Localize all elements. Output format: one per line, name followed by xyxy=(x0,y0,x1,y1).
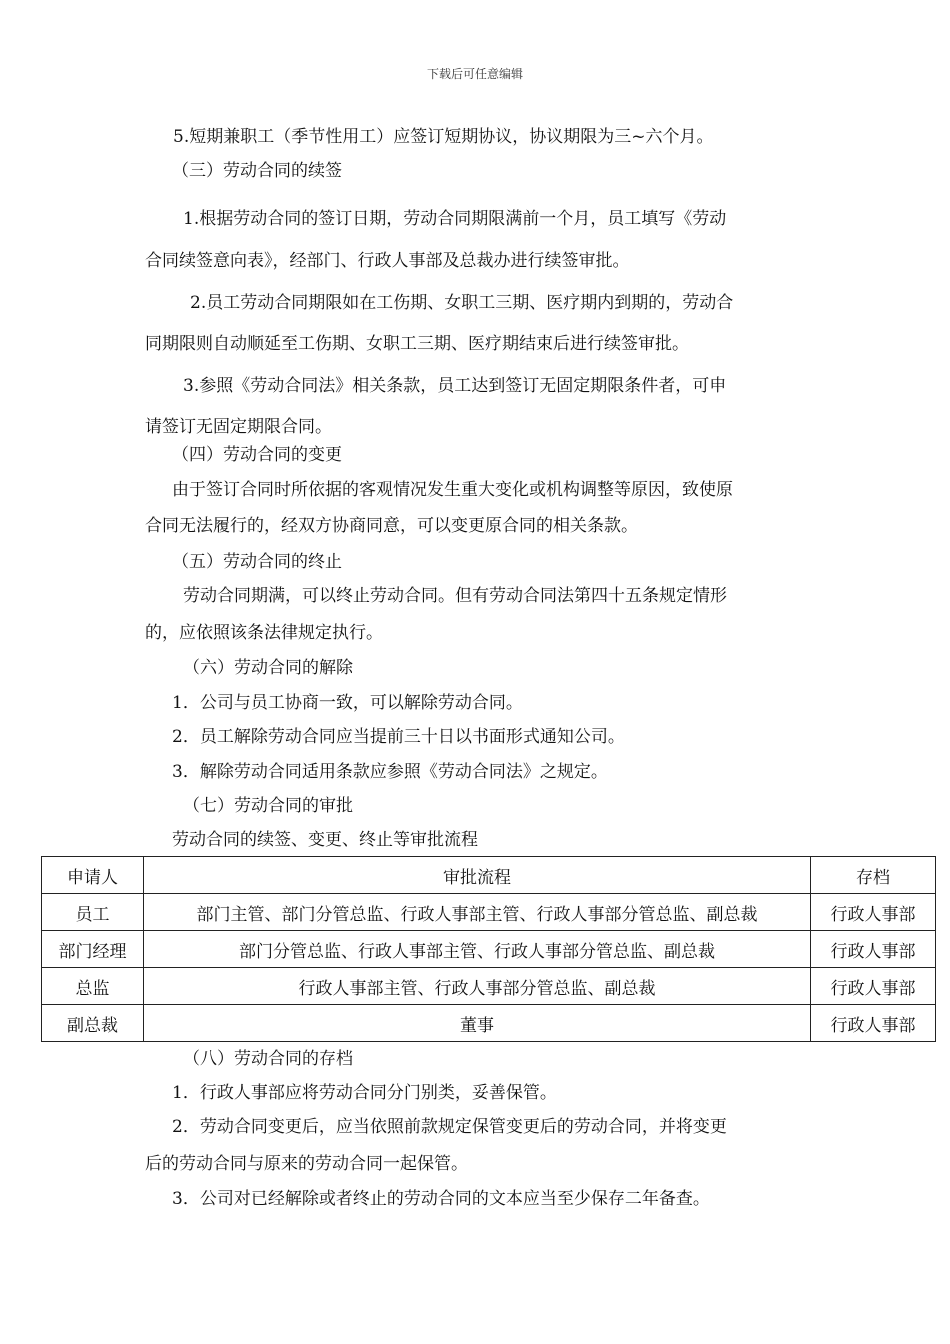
archive-cell: 行政人事部 xyxy=(811,968,936,1005)
section-heading: （五）劳动合同的终止 xyxy=(172,552,342,572)
paragraph-line: 由于签订合同时所依据的客观情况发生重大变化或机构调整等原因，致使原 xyxy=(172,480,733,500)
applicant-cell: 副总裁 xyxy=(42,1005,144,1042)
paragraph-line: 劳动合同期满，可以终止劳动合同。但有劳动合同法第四十五条规定情形 xyxy=(183,586,727,606)
list-item: 3．解除劳动合同适用条款应参照《劳动合同法》之规定。 xyxy=(172,762,608,782)
approval-flow-table xyxy=(41,856,936,1042)
flow-cell: 行政人事部主管、行政人事部分管总监、副总裁 xyxy=(144,968,811,1005)
list-item: 2．员工解除劳动合同应当提前三十日以书面形式通知公司。 xyxy=(172,727,625,747)
flow-cell: 部门分管总监、行政人事部主管、行政人事部分管总监、副总裁 xyxy=(144,931,811,968)
page-header-watermark: 下载后可任意编辑 xyxy=(426,67,523,81)
archive-cell: 行政人事部 xyxy=(811,931,936,968)
flow-cell: 部门主管、部门分管总监、行政人事部主管、行政人事部分管总监、副总裁 xyxy=(144,894,811,931)
paragraph-line: 3.参照《劳动合同法》相关条款，员工达到签订无固定期限条件者，可申 xyxy=(183,376,727,396)
paragraph-line: 2.员工劳动合同期限如在工伤期、女职工三期、医疗期内到期的，劳动合 xyxy=(190,293,734,313)
table-row xyxy=(42,894,936,931)
paragraph-line: 合同续签意向表》，经部门、行政人事部及总裁办进行续签审批。 xyxy=(145,251,630,271)
list-item: 2．劳动合同变更后，应当依照前款规定保管变更后的劳动合同，并将变更 xyxy=(172,1117,727,1137)
paragraph-line: 合同无法履行的，经双方协商同意，可以变更原合同的相关条款。 xyxy=(145,516,638,536)
paragraph-line: 请签订无固定期限合同。 xyxy=(145,417,332,437)
list-item: 1．行政人事部应将劳动合同分门别类，妥善保管。 xyxy=(172,1083,557,1103)
archive-cell: 行政人事部 xyxy=(811,894,936,931)
list-item: 1．公司与员工协商一致，可以解除劳动合同。 xyxy=(172,693,523,713)
section-heading: （四）劳动合同的变更 xyxy=(172,445,342,465)
section-heading: （八）劳动合同的存档 xyxy=(183,1049,353,1069)
applicant-cell: 员工 xyxy=(42,894,144,931)
paragraph-line: 1.根据劳动合同的签订日期，劳动合同期限满前一个月，员工填写《劳动 xyxy=(183,209,727,229)
list-item: 3．公司对已经解除或者终止的劳动合同的文本应当至少保存二年备查。 xyxy=(172,1189,710,1209)
paragraph-line: 的，应依照该条法律规定执行。 xyxy=(145,623,383,643)
flow-cell: 董事 xyxy=(144,1005,811,1042)
archive-cell: 行政人事部 xyxy=(811,1005,936,1042)
applicant-cell: 部门经理 xyxy=(42,931,144,968)
table-header-row xyxy=(42,857,936,894)
table-row xyxy=(42,931,936,968)
column-header: 存档 xyxy=(811,857,936,894)
section-heading: （三）劳动合同的续签 xyxy=(172,161,342,181)
paragraph-line: 5.短期兼职工（季节性用工）应签订短期协议，协议期限为三~六个月。 xyxy=(173,127,714,147)
paragraph-line: 同期限则自动顺延至工伤期、女职工三期、医疗期结束后进行续签审批。 xyxy=(145,334,689,354)
section-heading: （七）劳动合同的审批 xyxy=(183,796,353,816)
applicant-cell: 总监 xyxy=(42,968,144,1005)
table-caption: 劳动合同的续签、变更、终止等审批流程 xyxy=(172,830,478,850)
table-row xyxy=(42,968,936,1005)
list-item-continuation: 后的劳动合同与原来的劳动合同一起保管。 xyxy=(145,1154,468,1174)
column-header: 申请人 xyxy=(42,857,144,894)
section-heading: （六）劳动合同的解除 xyxy=(183,658,353,678)
column-header: 审批流程 xyxy=(144,857,811,894)
table-row xyxy=(42,1005,936,1042)
